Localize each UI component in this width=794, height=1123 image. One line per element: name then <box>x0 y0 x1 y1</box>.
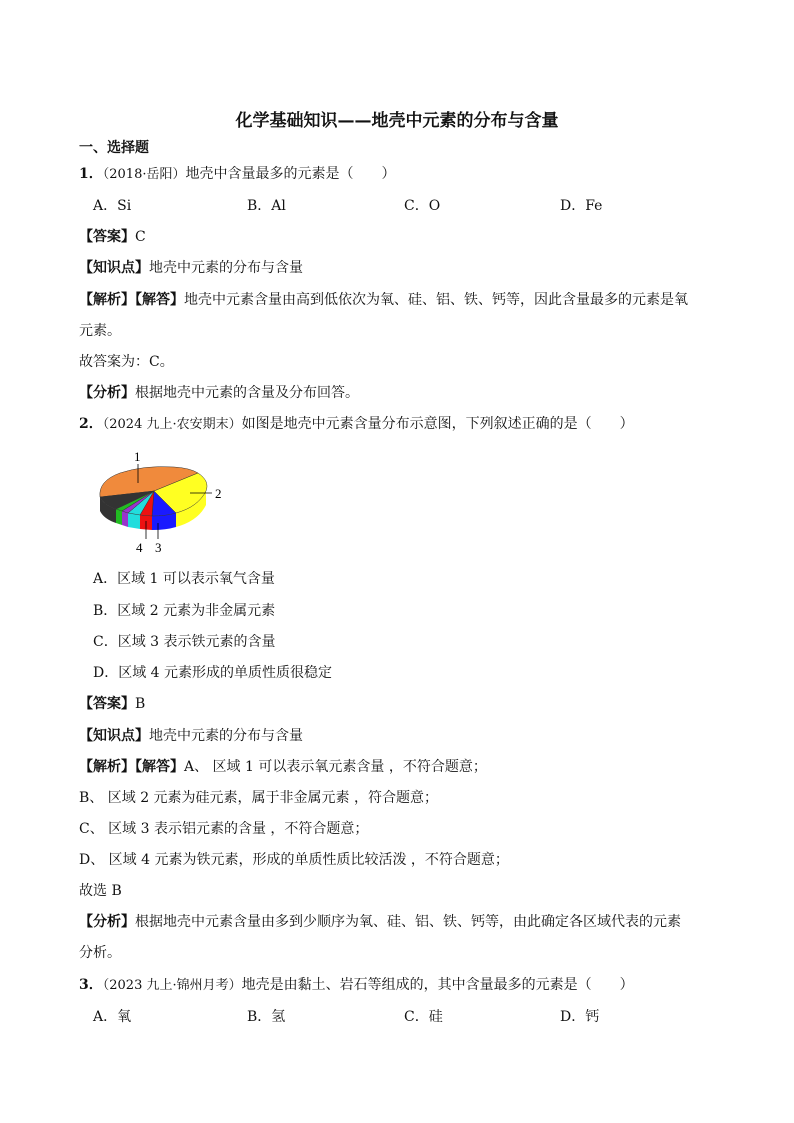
knowledge-line <box>79 258 303 278</box>
pie-side-green <box>116 509 122 525</box>
question-1 <box>79 164 395 185</box>
fenxi-line <box>79 383 359 403</box>
fenxi-label: 【分析】 <box>79 385 135 401</box>
pie-side-purple <box>122 511 128 527</box>
analysis-b: B、 区域 2 元素为硅元素，属于非金属元素 ，符合题意； <box>79 790 438 806</box>
fenxi-label: 【分析】 <box>79 914 135 930</box>
option-c: C．区域 3 表示铁元素的含量 <box>93 634 276 650</box>
figure-label-4: 4 <box>136 540 143 555</box>
question-number: 3． <box>79 977 103 993</box>
fenxi-text: 根据地壳中元素的含量及分布回答。 <box>135 385 359 401</box>
conclusion-line: 故选 B <box>79 883 122 899</box>
conclusion-line: 故答案为：C。 <box>79 354 174 370</box>
analysis-line <box>79 757 487 777</box>
option-c: C．硅 <box>404 1009 443 1025</box>
option-b: B．区域 2 元素为非金属元素 <box>93 603 276 619</box>
crust-element-pie-figure <box>94 447 244 559</box>
knowledge-label: 【知识点】 <box>79 260 149 276</box>
pie-side-teal <box>128 513 140 529</box>
analysis-c: C、 区域 3 表示铝元素的含量 ，不符合题意； <box>79 821 369 837</box>
analysis-d: D、 区域 4 元素为铁元素，形成的单质性质比较活泼 ，不符合题意； <box>79 852 509 868</box>
option-d: D．钙 <box>560 1009 600 1025</box>
analysis-label: 【解析】【解答】 <box>79 292 184 308</box>
analysis-text: 地壳中元素含量由高到低依次为氧、硅、铝、铁、钙等，因此含量最多的元素是氧 <box>184 292 688 308</box>
option-b: B．Al <box>247 198 286 214</box>
option-a: A．区域 1 可以表示氧气含量 <box>93 571 275 587</box>
figure-label-2: 2 <box>215 486 222 501</box>
figure-label-3: 3 <box>155 540 162 555</box>
knowledge-line <box>79 726 303 746</box>
question-stem: 地壳是由黏土、岩石等组成的，其中含量最多的元素是（ ） <box>241 977 634 993</box>
option-d: D．区域 4 元素形成的单质性质很稳定 <box>93 665 333 681</box>
fenxi-text: 根据地壳中元素含量由多到少顺序为氧、硅、铝、铁、钙等，由此确定各区域代表的元素 <box>135 914 681 930</box>
knowledge-value: 地壳中元素的分布与含量 <box>149 260 303 276</box>
question-source: （2024 九上·农安期末） <box>102 417 242 432</box>
section-heading: 一、选择题 <box>79 140 149 156</box>
question-stem: 地壳中含量最多的元素是（ ） <box>185 166 396 182</box>
analysis-label: 【解析】【解答】 <box>79 759 184 775</box>
knowledge-label: 【知识点】 <box>79 728 149 744</box>
question-3 <box>79 975 634 996</box>
fenxi-continuation: 分析。 <box>79 945 121 961</box>
question-source: （2018·岳阳） <box>102 167 186 182</box>
analysis-continuation: 元素。 <box>79 323 121 339</box>
answer-label: 【答案】 <box>79 229 135 245</box>
page-title: 化学基础知识——地壳中元素的分布与含量 <box>235 111 559 131</box>
question-number: 1． <box>79 166 103 182</box>
question-number: 2． <box>79 416 103 432</box>
question-stem: 如图是地壳中元素含量分布示意图，下列叙述正确的是（ ） <box>241 416 634 432</box>
knowledge-value: 地壳中元素的分布与含量 <box>149 728 303 744</box>
option-c: C．O <box>404 198 441 214</box>
fenxi-line <box>79 912 681 932</box>
answer-value: B <box>135 696 146 712</box>
figure-label-1: 1 <box>134 449 141 464</box>
answer-line <box>79 694 145 714</box>
question-source: （2023 九上·锦州月考） <box>102 978 242 993</box>
option-d: D．Fe <box>560 198 603 214</box>
option-a: A．氧 <box>93 1009 132 1025</box>
answer-line <box>79 227 146 247</box>
answer-value: C <box>135 229 146 245</box>
answer-label: 【答案】 <box>79 696 135 712</box>
analysis-text: A、 区域 1 可以表示氧元素含量 ，不符合题意； <box>184 759 487 775</box>
option-b: B．氢 <box>247 1009 286 1025</box>
option-a: A．Si <box>93 198 132 214</box>
analysis-line <box>79 290 688 310</box>
question-2 <box>79 414 634 435</box>
